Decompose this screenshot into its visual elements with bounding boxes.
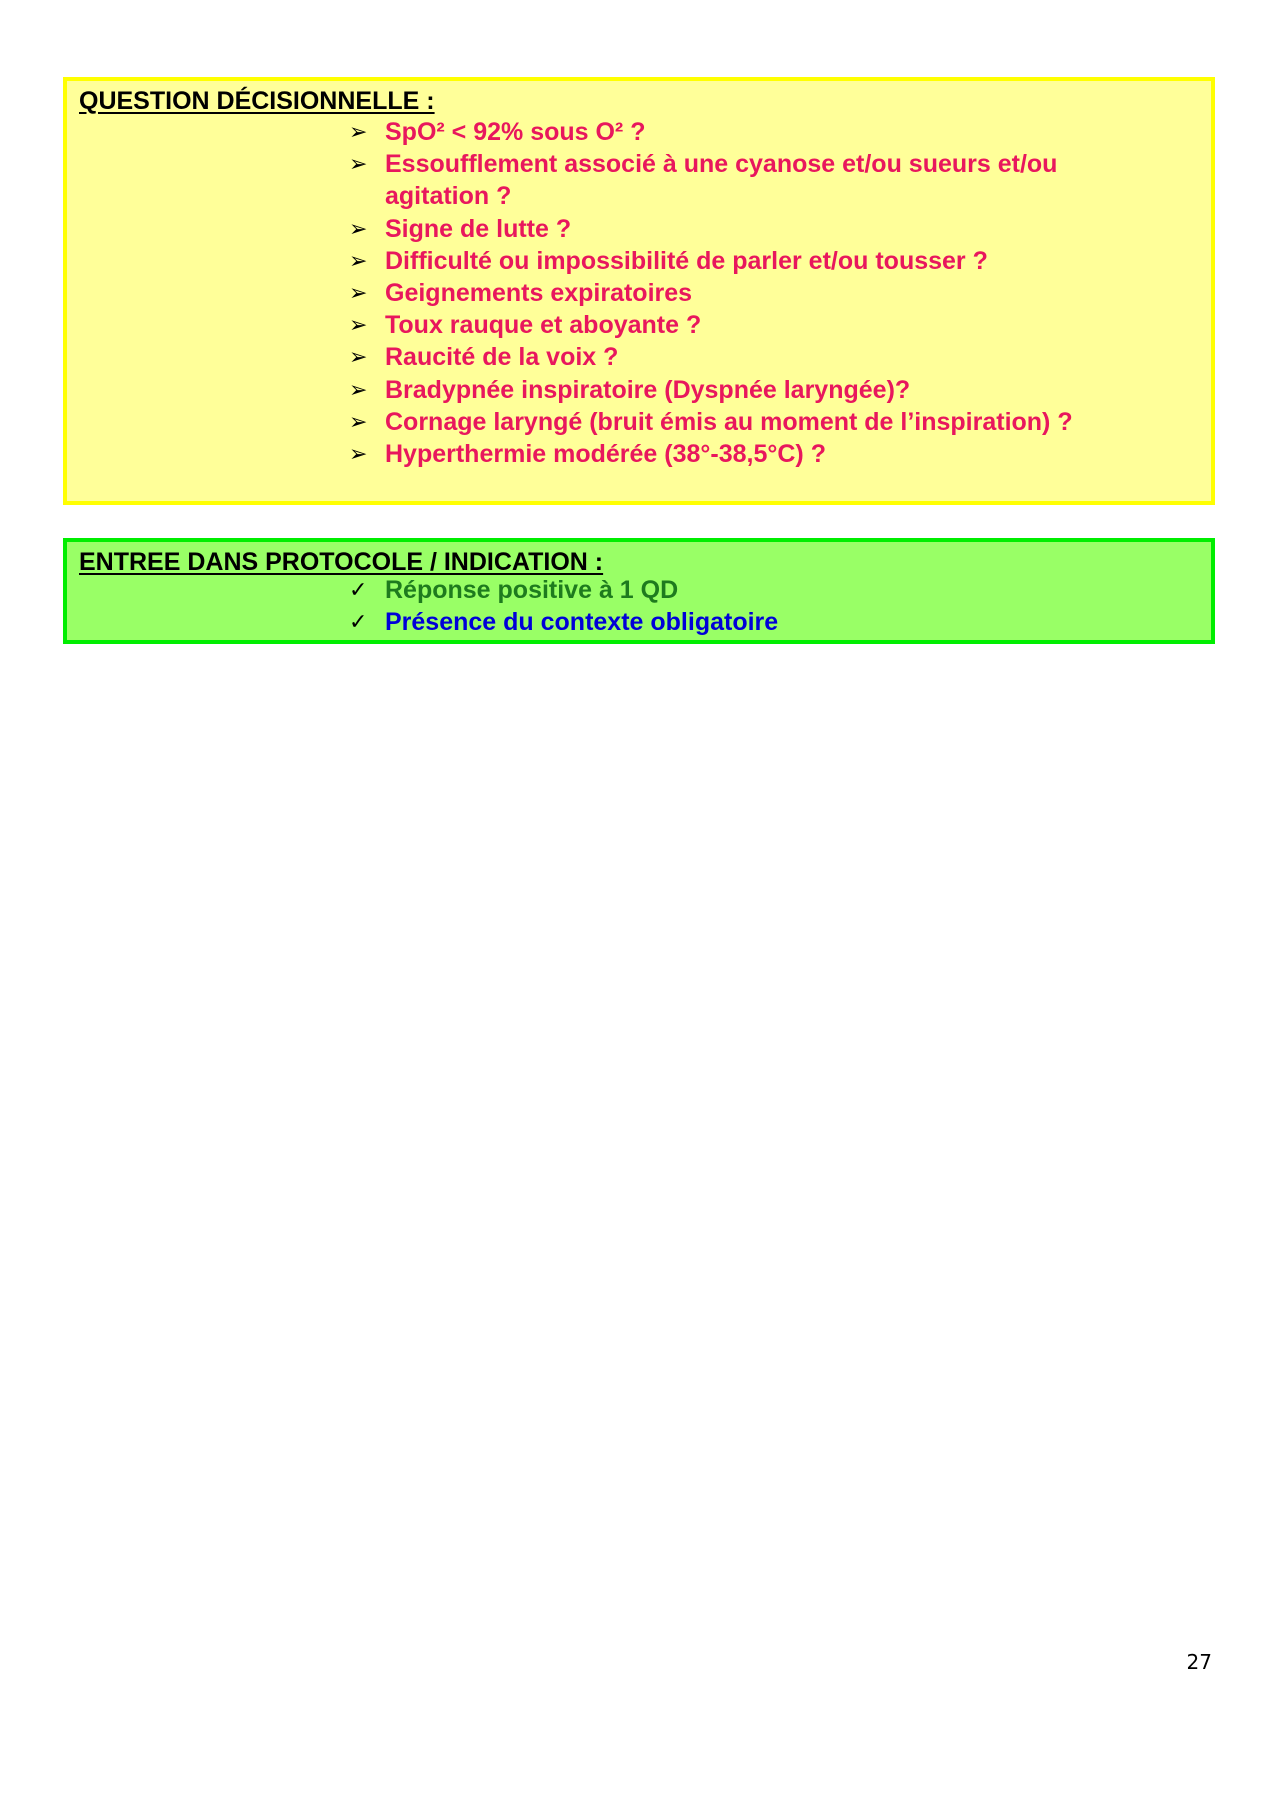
entree-protocole-title: ENTREE DANS PROTOCOLE / INDICATION : (79, 548, 604, 576)
arrowhead-bullet-icon: ➢ (349, 408, 368, 434)
list-item: ➢ Hyperthermie modérée (38°-38,5°C) ? (349, 438, 1073, 470)
list-item: ✓ Réponse positive à 1 QD (349, 574, 778, 606)
arrowhead-bullet-icon: ➢ (349, 119, 368, 144)
arrowhead-bullet-icon: ➢ (349, 441, 368, 467)
list-item: ➢ SpO² < 92% sous O² ? (349, 116, 1073, 148)
list-item-continuation: agitation ? (385, 182, 512, 211)
arrowhead-bullet-icon: ➢ (349, 376, 368, 402)
entree-protocole-box (63, 538, 1215, 644)
list-item: ➢ Toux rauque et aboyante ? (349, 309, 1073, 341)
list-item: ➢ Raucité de la voix ? (349, 341, 1073, 373)
question-decisionnelle-box (63, 77, 1215, 505)
list-item: ✓ Présence du contexte obligatoire (349, 606, 778, 638)
list-item: ➢ Bradypnée inspiratoire (Dyspnée laryngée)? (349, 374, 1073, 406)
arrowhead-bullet-icon: ➢ (349, 344, 368, 370)
list-item: ➢ Essoufflement associé à une cyanose et/ou sueurs et/ou (349, 148, 1073, 180)
arrowhead-bullet-icon: ➢ (349, 215, 368, 241)
question-decisionnelle-list (349, 116, 1073, 470)
page-number: 27 (1186, 1650, 1212, 1674)
checkmark-icon: ✓ (349, 609, 368, 635)
list-item: ➢ Difficulté ou impossibilité de parler et/ou tousser ? (349, 245, 1073, 277)
list-item: ➢ Geignements expiratoires (349, 277, 1073, 309)
list-item: ➢ Signe de lutte ? (349, 213, 1073, 245)
arrowhead-bullet-icon: ➢ (349, 247, 368, 273)
entree-protocole-list (349, 574, 778, 638)
question-decisionnelle-title: QUESTION DÉCISIONNELLE : (79, 87, 435, 115)
checkmark-icon: ✓ (349, 577, 368, 602)
list-item: ➢ Cornage laryngé (bruit émis au moment de l’inspiration) ? (349, 406, 1073, 438)
arrowhead-bullet-icon: ➢ (349, 312, 368, 338)
arrowhead-bullet-icon: ➢ (349, 151, 368, 177)
arrowhead-bullet-icon: ➢ (349, 280, 368, 306)
